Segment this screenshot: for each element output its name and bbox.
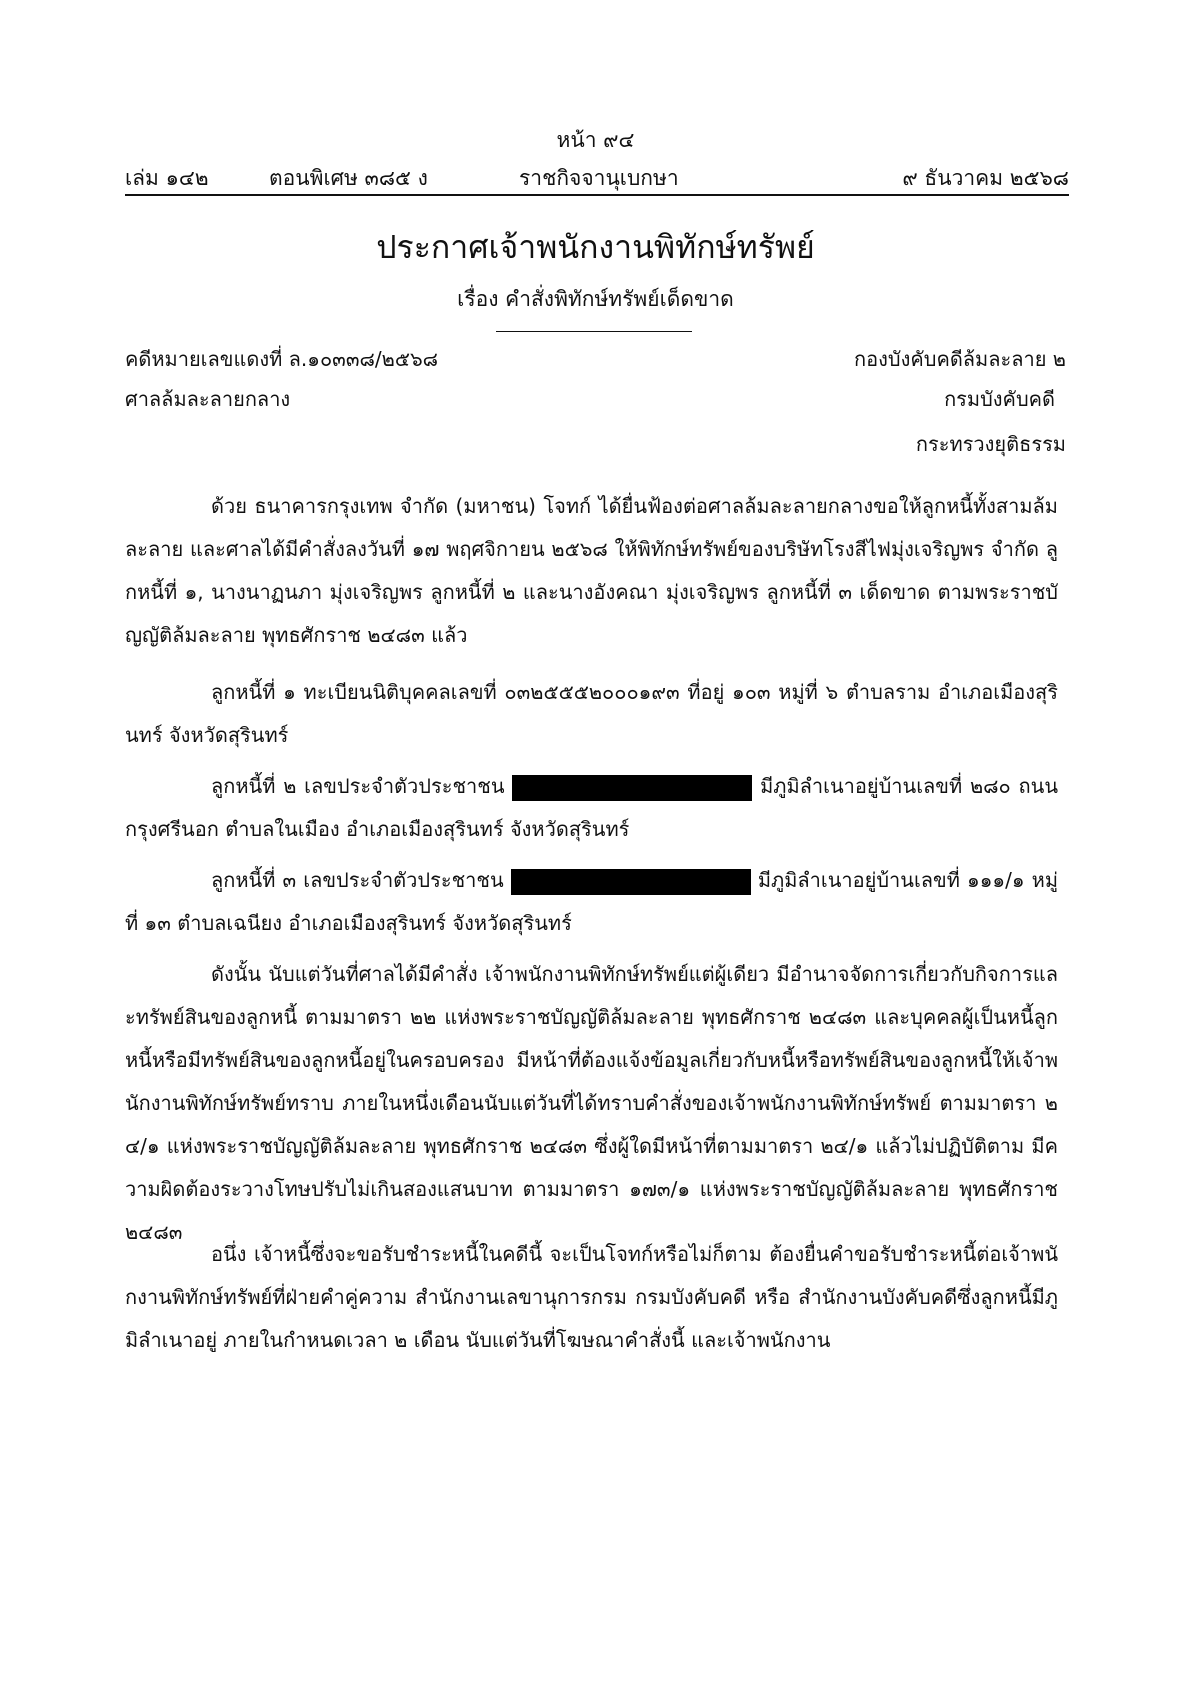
debtor-3-label: ลูกหนี้ที่ ๓ เลขประจำตัวประชาชน [211, 868, 504, 892]
redacted-id-block [512, 775, 752, 801]
redacted-id-block [511, 869, 751, 895]
paragraph-debtor-2 [125, 765, 1058, 851]
gazette-name: ราชกิจจานุเบกษา [519, 166, 679, 190]
gazette-header [125, 160, 1069, 196]
publication-date: ๙ ธันวาคม ๒๕๖๘ [902, 166, 1069, 190]
page-number: หน้า ๙๔ [556, 128, 635, 152]
paragraph-debtor-1: ลูกหนี้ที่ ๑ ทะเบียนนิติบุคคลเลขที่ ๐๓๒๕๕๕๒๐๐๐๑๙๓ ที่อยู่ ๑๐๓ หมู่ที่ ๖ ตำบลราม อำเภอเมืองสุรินทร์ จังหวัดสุรินทร์ [125, 680, 1058, 747]
paragraph-creditor-claims: อนึ่ง เจ้าหนี้ซึ่งจะขอรับชำระหนี้ในคดีนี้ จะเป็นโจทก์หรือไม่ก็ตาม ต้องยื่นคำขอรับชำระหนี้ต่อเจ้าพนักงานพิทักษ์ทรัพย์ที่ฝ่ายคำคู่ความ สำนักงานเลขานุการกรม กรมบังคับคดี หรือ สำนักงานบังคับคดีซึ่งลูกหนี้มีภูมิลำเนาอยู่ ภายในกำหนดเวลา ๒ เดือน นับแต่วันที่โฆษณาคำสั่งนี้ และเจ้าพนักงาน [125, 1242, 1058, 1352]
document-title: ประกาศเจ้าพนักงานพิทักษ์ทรัพย์ [376, 228, 815, 266]
paragraph-receiver-authority: ดังนั้น นับแต่วันที่ศาลได้มีคำสั่ง เจ้าพนักงานพิทักษ์ทรัพย์แต่ผู้เดียว มีอำนาจจัดการเกี่ยวกับกิจการและทรัพย์สินของลูกหนี้ ตามมาตรา ๒๒ แห่งพระราชบัญญัติล้มละลาย พุทธศักราช ๒๔๘๓ และบุคคลผู้เป็นหนี้ลูกหนี้หรือมีทรัพย์สินของลูกหนี้อยู่ในครอบครอง มีหน้าที่ต้องแจ้งข้อมูลเกี่ยวกับหนี้หรือทรัพย์สินของลูกหนี้ให้เจ้าพนักงานพิทักษ์ทรัพย์ทราบ ภายในหนึ่งเดือนนับแต่วันที่ได้ทราบคำสั่งของเจ้าพนักงานพิทักษ์ทรัพย์ ตามมาตรา ๒๔/๑ แห่งพระราชบัญญัติล้มละลาย พุทธศักราช ๒๔๘๓ ซึ่งผู้ใดมีหน้าที่ตามมาตรา ๒๔/๑ แล้วไม่ปฏิบัติตาม มีความผิดต้องระวางโทษปรับไม่เกินสองแสนบาท ตามมาตรา ๑๗๓/๑ แห่งพระราชบัญญัติล้มละลาย พุทธศักราช ๒๔๘๓ [125, 962, 1058, 1244]
debtor-3-address: มีภูมิลำเนาอยู่บ้านเลขที่ ๑๑๑/๑ หมู่ที่ ๑๓ ตำบลเฉนียง อำเภอเมืองสุรินทร์ จังหวัดสุรินทร์ [125, 868, 1059, 935]
case-number: คดีหมายเลขแดงที่ ล.๑๐๓๓๘/๒๕๖๘ [125, 347, 439, 371]
paragraph-lawsuit: ด้วย ธนาคารกรุงเทพ จำกัด (มหาชน) โจทก์ ได้ยื่นฟ้องต่อศาลล้มละลายกลางขอให้ลูกหนี้ทั้งสามล้มละลาย และศาลได้มีคำสั่งลงวันที่ ๑๗ พฤศจิกายน ๒๕๖๘ ให้พิทักษ์ทรัพย์ของบริษัทโรงสีไฟมุ่งเจริญพร จำกัด ลูกหนี้ที่ ๑, นางนาฏนภา มุ่งเจริญพร ลูกหนี้ที่ ๒ และนางอังคณา มุ่งเจริญพร ลูกหนี้ที่ ๓ เด็ดขาด ตามพระราชบัญญัติล้มละลาย พุทธศักราช ๒๔๘๓ แล้ว [125, 494, 1058, 647]
debtor-2-label: ลูกหนี้ที่ ๒ เลขประจำตัวประชาชน [211, 774, 505, 798]
office-division: กองบังคับคดีล้มละลาย ๒ [854, 347, 1066, 371]
court-name: ศาลล้มละลายกลาง [125, 387, 291, 411]
office-ministry: กระทรวงยุติธรรม [915, 432, 1066, 456]
paragraph-debtor-3 [125, 859, 1058, 945]
volume-number: เล่ม ๑๔๒ [125, 166, 209, 190]
section-number: ตอนพิเศษ ๓๘๕ ง [269, 166, 428, 190]
office-department: กรมบังคับคดี [944, 387, 1055, 411]
debtor-2-address: มีภูมิลำเนาอยู่บ้านเลขที่ ๒๘๐ ถนนกรุงศรีนอก ตำบลในเมือง อำเภอเมืองสุรินทร์ จังหวัดสุรินทร์ [125, 774, 1059, 841]
title-divider [496, 331, 692, 332]
document-subject: เรื่อง คำสั่งพิทักษ์ทรัพย์เด็ดขาด [457, 287, 734, 311]
